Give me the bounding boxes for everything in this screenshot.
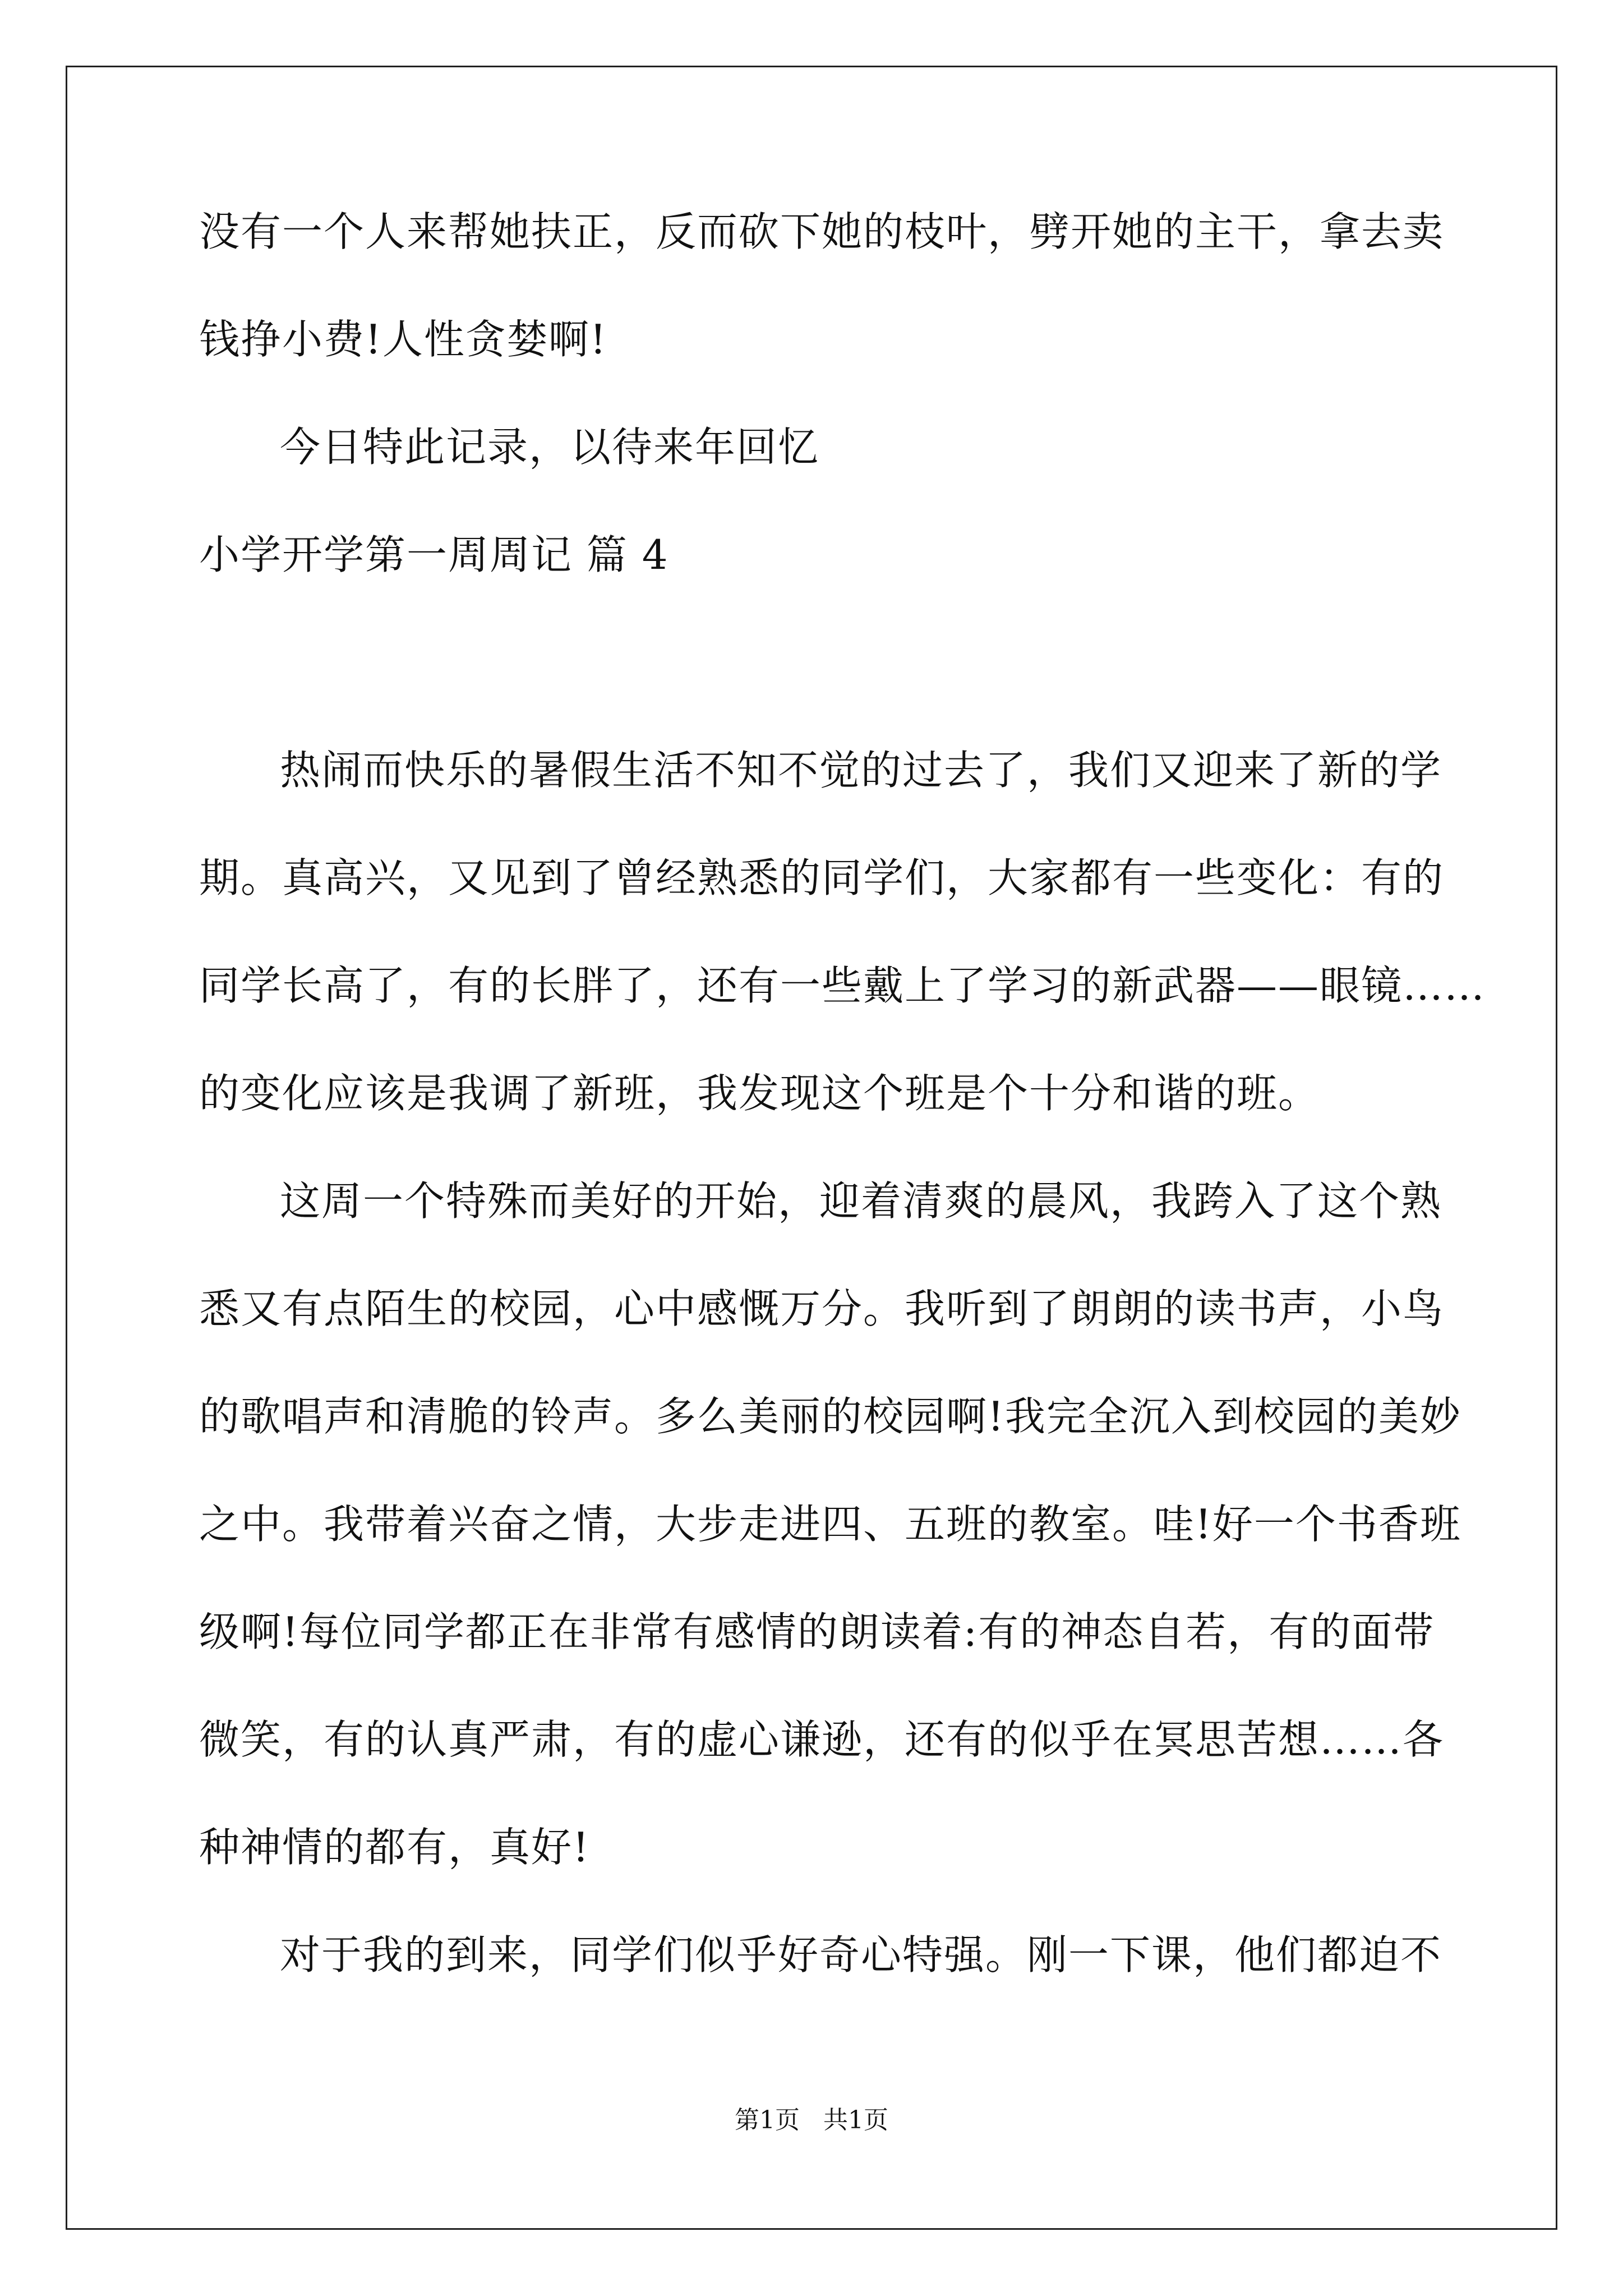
- text-line: 种神情的都有，真好!: [199, 1824, 590, 1871]
- section-heading: 小学开学第一周周记 篇 4: [199, 531, 669, 578]
- text-line: 的歌唱声和清脆的铃声。多么美丽的校园啊!我完全沉入到校园的美妙: [199, 1393, 1461, 1440]
- text-line: 期。真高兴，又见到了曾经熟悉的同学们，大家都有一些变化：有的: [199, 854, 1445, 901]
- text-line: 热闹而快乐的暑假生活不知不觉的过去了，我们又迎来了新的学: [280, 747, 1442, 794]
- text-line: 微笑，有的认真严肃，有的虚心谦逊，还有的似乎在冥思苦想……各: [199, 1716, 1445, 1763]
- page-total: 共1页: [823, 2106, 888, 2134]
- text-line: 同学长高了，有的长胖了，还有一些戴上了学习的新武器——眼镜……: [199, 962, 1486, 1009]
- text-line: 这周一个特殊而美好的开始，迎着清爽的晨风，我跨入了这个熟: [280, 1177, 1442, 1225]
- page-footer: [0, 2104, 1623, 2137]
- text-line: 钱挣小费!人性贪婪啊!: [199, 316, 607, 363]
- document-body: [199, 205, 1486, 1982]
- page-number: 第1页: [735, 2106, 800, 2134]
- text-line: 级啊!每位同学都正在非常有感情的朗读着:有的神态自若，有的面带: [199, 1608, 1435, 1655]
- text-line: 没有一个人来帮她扶正，反而砍下她的枝叶，劈开她的主干，拿去卖: [199, 208, 1445, 255]
- text-line: 对于我的到来，同学们似乎好奇心特强。刚一下课，他们都迫不: [280, 1931, 1442, 1978]
- text-line: 之中。我带着兴奋之情，大步走进四、五班的教室。哇!好一个书香班: [199, 1501, 1461, 1548]
- text-line: 今日特此记录，以待来年回忆: [280, 424, 820, 471]
- text-line: 悉又有点陌生的校园，心中感慨万分。我听到了朗朗的读书声，小鸟: [199, 1285, 1445, 1332]
- text-line: 的变化应该是我调了新班，我发现这个班是个十分和谐的班。: [199, 1070, 1320, 1117]
